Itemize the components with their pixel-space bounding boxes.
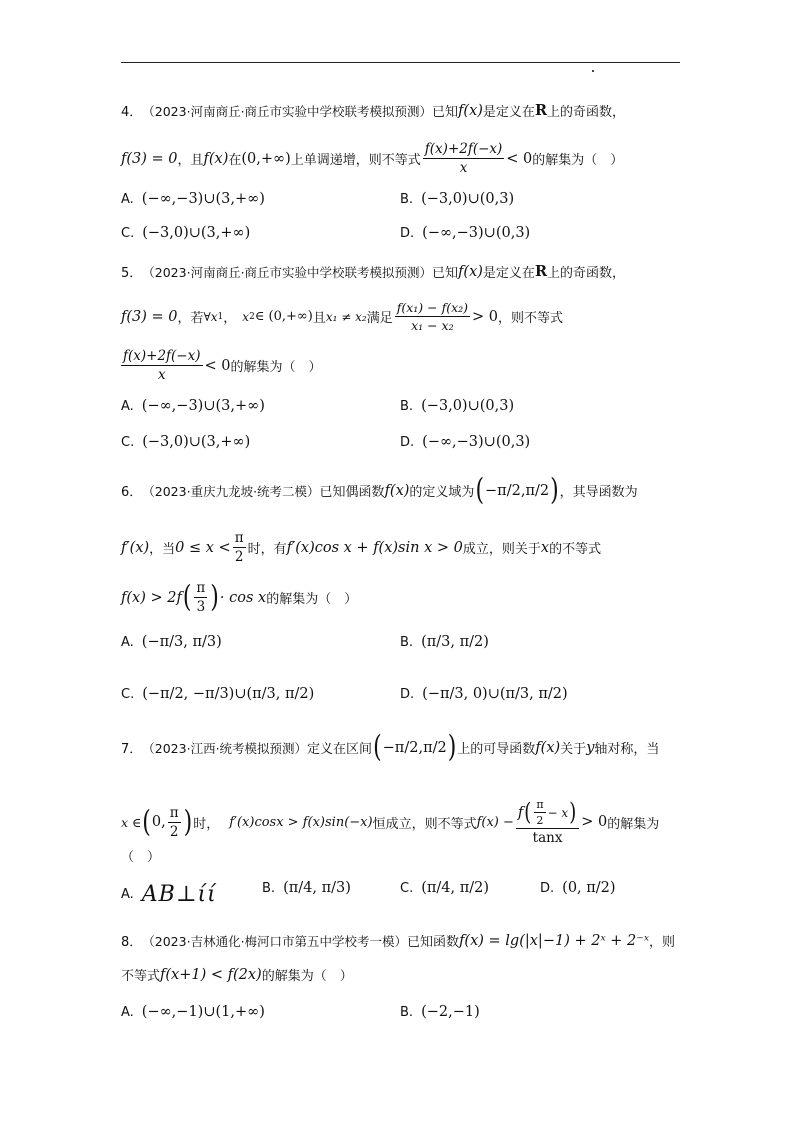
question-number: 8．	[121, 935, 143, 950]
option-a[interactable]: A. (−∞,−3)∪(3,+∞)	[121, 398, 265, 414]
fraction: $\frac{\pi}{2}$	[169, 804, 179, 840]
q7-line1: 7． （2023·江西·统考模拟预测） 定义在区间 ( −π/2 , π/2 ) 上的可导函数 f(x) 关于 y 轴对称，当	[121, 730, 660, 765]
option-a[interactable]: A. (−∞,−1)∪(1,+∞)	[121, 1004, 265, 1020]
option-b[interactable]: B. (−3,0)∪(0,3)	[400, 191, 515, 207]
q7-line3: （ ）	[121, 850, 161, 865]
header-dot	[592, 70, 594, 72]
question-number: 6．	[121, 485, 143, 500]
q4-line2: f(3) = 0 ，且 f(x) 在 (0,+∞) 上单调递增，则不等式 $\frac{f(x)+2f(-x)}{x}$ < 0 的解集为（ ）	[121, 141, 624, 176]
question-number: 4．	[121, 105, 143, 120]
question-source: （2023·吉林通化·梅河口市第五中学校考一模）	[142, 933, 408, 949]
option-c[interactable]: C. (π/4, π/2)	[400, 880, 490, 896]
q8-line1: 8． （2023·吉林通化·梅河口市第五中学校考一模） 已知函数 f(x) = lg(|x|−1) + 2ˣ + 2⁻ˣ ，则	[121, 932, 675, 950]
option-b[interactable]: B. (π/4, π/3)	[262, 880, 351, 896]
question-source: （2023·河南商丘·商丘市实验中学校联考模拟预测）	[142, 264, 433, 280]
option-c[interactable]: C. (−3,0)∪(3,+∞)	[121, 225, 251, 241]
option-d[interactable]: D. (−π/3, 0)∪(π/3, π/2)	[400, 686, 568, 702]
question-source: （2023·江西·统考模拟预测）	[142, 740, 308, 756]
q6-line3: f(x) > 2f ( $\frac{\pi}{3}$ ) · cos x 的解集为（ ）	[121, 580, 358, 615]
fraction: $\frac{f(x)+2f(-x)}{x}$	[424, 141, 503, 176]
option-c[interactable]: C. (−π/2, −π/3)∪(π/3, π/2)	[121, 686, 315, 702]
fraction: $\frac{\text{f(x₁) − f(x₂)}}{\text{x₁ − x₂}}$	[396, 300, 469, 333]
handwritten-answer: AB⊥ίί	[141, 882, 217, 907]
question-source: （2023·河南商丘·商丘市实验中学校联考模拟预测）	[142, 103, 433, 119]
option-b[interactable]: B. (−3,0)∪(0,3)	[400, 398, 515, 414]
option-a[interactable]: A. (−∞,−3)∪(3,+∞)	[121, 191, 265, 207]
q5-line2: f(3) = 0 ，若 ∀x 1 ， x 2 ∈ (0,+∞) 且 x₁ ≠ x₂ 满足 $\frac{\text{f(x₁) − f(x₂)}}{\text{x₁ − x₂}}$ > 0 ，则不等式	[121, 300, 564, 333]
q6-line1: 6． （2023·重庆九龙坡·统考二模） 已知偶函数 f(x) 的定义域为 ( −π/2 , π/2 ) ，其导函数为	[121, 473, 638, 508]
option-a[interactable]: A. AB⊥ίί	[121, 882, 217, 907]
option-b[interactable]: B. (−2,−1)	[400, 1004, 480, 1020]
option-d[interactable]: D. (−∞,−3)∪(0,3)	[400, 434, 531, 450]
option-b[interactable]: B. (π/3, π/2)	[400, 634, 489, 650]
question-number: 5．	[121, 266, 143, 281]
fraction: $\frac{f(x)+2f(-x)}{x}$	[123, 348, 201, 383]
header-rule	[121, 62, 680, 63]
option-c[interactable]: C. (−3,0)∪(3,+∞)	[121, 434, 251, 450]
q6-line2: f′(x) ，当 0 ≤ x < $\frac{\pi}{2}$ 时，有 f′(x)cos x + f(x)sin x > 0 成立，则关于 x 的不等式	[121, 530, 602, 565]
q7-line2: x ∈ ( 0, $\frac{\pi}{2}$ ) 时， f′(x)cosx > f(x)sin(−x) 恒成立，则不等式 f(x) − f ( $\frac{\pi}{2}$ − x ) tanx > 0 的解集为	[121, 798, 660, 846]
q4-line1: 4． （2023·河南商丘·商丘市实验中学校联考模拟预测） 已知 f(x) 是定义在 R 上的奇函数，	[121, 102, 626, 120]
question-source: （2023·重庆九龙坡·统考二模）	[142, 483, 320, 499]
option-d[interactable]: D. (−∞,−3)∪(0,3)	[400, 225, 531, 241]
math-fx: f(x)	[458, 102, 483, 119]
fraction: $\frac{\pi}{2}$	[234, 530, 244, 565]
fraction: f ( $\frac{\pi}{2}$ − x ) tanx	[516, 798, 579, 846]
q5-line1: 5． （2023·河南商丘·商丘市实验中学校联考模拟预测） 已知 f(x) 是定义在 R 上的奇函数，	[121, 263, 626, 281]
q5-line3: $\frac{f(x)+2f(-x)}{x}$ < 0 的解集为（ ）	[123, 348, 322, 383]
q8-line2: 不等式 f(x+1) < f(2x) 的解集为（ ）	[121, 966, 353, 984]
question-number: 7．	[121, 742, 143, 757]
fraction: $\frac{\pi}{3}$	[196, 580, 206, 615]
option-a[interactable]: A. (−π/3, π/3)	[121, 634, 222, 650]
option-d[interactable]: D. (0, π/2)	[540, 880, 616, 896]
